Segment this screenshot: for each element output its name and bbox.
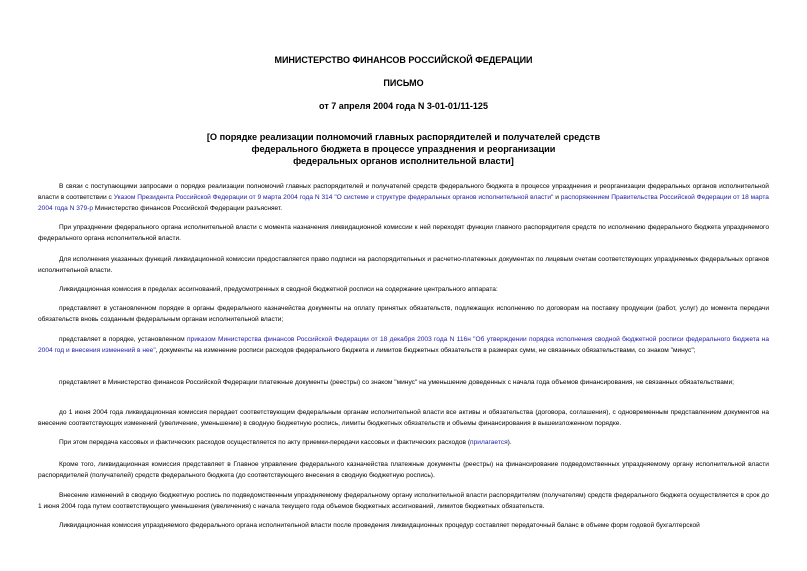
paragraph-1-text-a: В связи с поступающими запросами о порядке реализации полномочий главных распорядителей и получателей средств федерального бюджета в процессе упразднения и реорганизации федеральных органов исполнительной власти в соответствии с bbox=[38, 183, 769, 201]
paragraph-7: представляет в Министерство финансов Российской Федерации платежные документы (реестры) со знаком "минус" на уменьшение доведенных с начала года объемов финансирования, не связанных обязательствами; bbox=[59, 379, 734, 386]
paragraph-1-text-b: и bbox=[553, 194, 561, 201]
doc-type-heading: ПИСЬМО bbox=[383, 78, 424, 88]
title-close-bracket: ] bbox=[510, 156, 514, 166]
document-title bbox=[160, 131, 647, 167]
ministry-heading: МИНИСТЕРСТВО ФИНАНСОВ РОССИЙСКОЙ ФЕДЕРАЦИИ bbox=[274, 55, 533, 65]
title-line-2: федерального бюджета в процессе упразднения и реорганизации bbox=[251, 144, 556, 154]
paragraph-12: Ликвидационная комиссия упраздняемого федерального органа исполнительной власти после проведения ликвидационных процедур составляет передаточный баланс в объеме форм годовой бухгалтерской bbox=[59, 522, 700, 529]
paragraph-2: При упразднении федерального органа исполнительной власти с момента назначения ликвидационной комиссии к ней переходят функции главного распорядителя средств по исполнению федерального бюджета упраздняемого федерального органа исполнительной власти. bbox=[38, 224, 769, 242]
order-116n-link[interactable]: приказом Министерства финансов Российской Федерации от 18 декабря 2003 года N 116н "Об утверждении порядка исполнения сводной бюджетной росписи федерального бюджета на 2004 год и внесения изменений в нее" bbox=[38, 336, 769, 354]
paragraph-9-text-b: ). bbox=[507, 439, 512, 446]
paragraph-10: Кроме того, ликвидационная комиссия представляет в Главное управление федерального казначейства платежные документы (реестры) на финансирование подведомственных упраздняемому органу исполнительной власти распорядителей (получателей) средств федерального бюджета (до соответствующего внесения в сводную бюджетную роспись). bbox=[38, 461, 769, 479]
paragraph-5: представляет в установленном порядке в органы федерального казначейства документы на оплату принятых обязательств, подлежащих исполнению по договорам на поставку продукции (работ, услуг) до момента передачи обязательств вновь созданным федеральным органам исполнительной власти; bbox=[38, 305, 769, 323]
title-open-bracket: [ bbox=[206, 132, 210, 142]
title-line-1: О порядке реализации полномочий главных распорядителей и получателей средств bbox=[209, 132, 601, 142]
title-line-3: федеральных органов исполнительной власти bbox=[293, 156, 511, 166]
decree-314-link[interactable]: Указом Президента Российской Федерации от 9 марта 2004 года N 314 "О системе и структуре федеральных органов исполнительной власти" bbox=[113, 194, 554, 201]
attachment-link[interactable]: прилагается bbox=[470, 439, 508, 446]
paragraph-6-text-a: представляет в порядке, установленном bbox=[59, 336, 187, 343]
paragraph-1 bbox=[38, 181, 769, 214]
paragraph-1-text-c: Министерство финансов Российской Федерации разъясняет. bbox=[93, 205, 283, 212]
paragraph-6 bbox=[38, 334, 769, 356]
paragraph-4: Ликвидационная комиссия в пределах ассигнований, предусмотренных в сводной бюджетной росписи на содержание центрального аппарата: bbox=[59, 286, 498, 293]
paragraph-3: Для исполнения указанных функций ликвидационной комиссии предоставляется право подписи на распорядительных и расчетно-платежных документах по лицевым счетам соответствующих упраздняемых федеральных органов исполнительной власти. bbox=[38, 256, 769, 274]
order-379r-link[interactable]: распоряжением Правительства Российской Федерации от 18 марта 2004 года N 379-р bbox=[38, 194, 769, 212]
paragraph-8: до 1 июня 2004 года ликвидационная комиссия передает соответствующим федеральным органам исполнительной власти все активы и обязательства (договора, соглашения), с одновременным представлением документов на внесение соответствующих изменений (увеличение, уменьшение) в сводную бюджетную роспись, лимиты бюджетных обязательств и объемы финансирования в вышеизложенном порядке. bbox=[38, 409, 769, 427]
date-number-heading: от 7 апреля 2004 года N 3-01-01/11-125 bbox=[319, 101, 488, 111]
paragraph-6-text-b: , документы на изменение росписи расходов федерального бюджета и лимитов бюджетных обязательств в размерах сумм, не связанных обязательствами, со знаком "минус"; bbox=[155, 347, 696, 354]
paragraph-11: Внесение изменений в сводную бюджетную роспись по подведомственным упраздняемому федеральному органу исполнительной власти распорядителям (получателям) средств федерального бюджета осуществляется в срок до 1 июня 2004 года путем соответствующего уменьшения (увеличения) с начала текущего года объемов бюджетных ассигнований, лимитов бюджетных обязательств. bbox=[38, 492, 769, 510]
paragraph-9-text-a: При этом передача кассовых и фактических расходов осуществляется по акту приемки-передачи кассовых и фактических расходов ( bbox=[59, 439, 471, 446]
paragraph-9 bbox=[38, 437, 769, 448]
